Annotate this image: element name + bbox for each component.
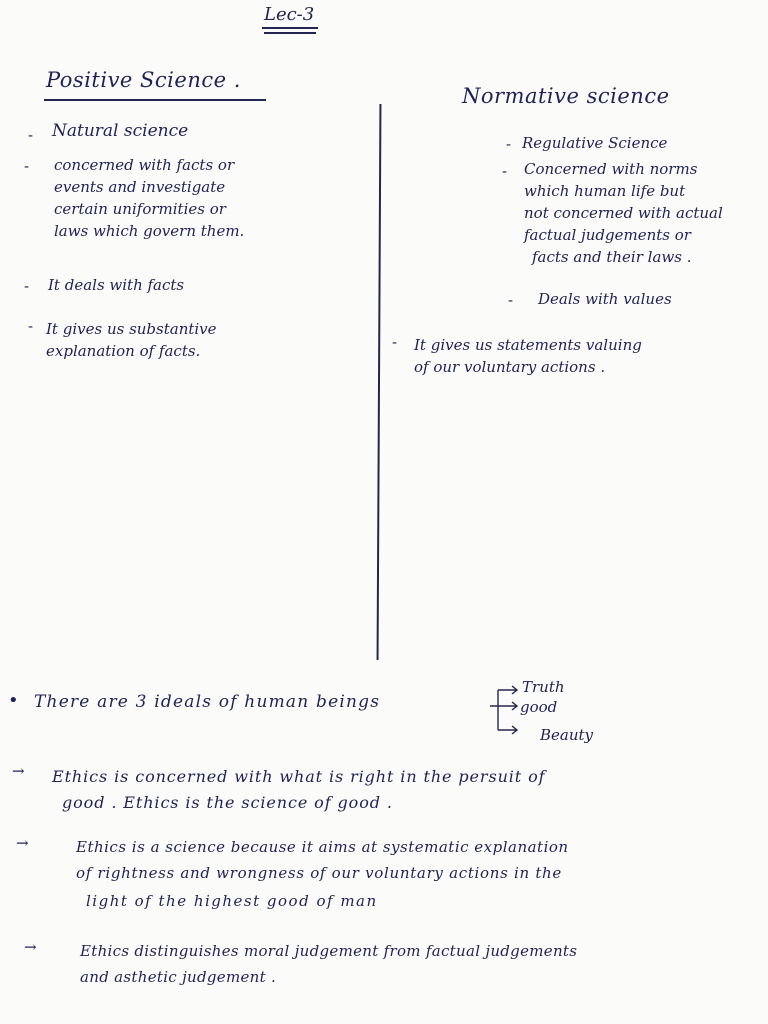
column-divider	[377, 104, 382, 660]
arrow-marker: →	[24, 938, 37, 956]
right-point	[522, 132, 667, 154]
ethics-note-line: of rightness and wrongness of our voluntary actions in the	[76, 864, 562, 882]
left-point	[54, 154, 244, 242]
dash: -	[24, 277, 30, 295]
positive-science-heading: Positive Science .	[46, 68, 241, 92]
ethics-note	[80, 938, 577, 990]
right-point-line: not concerned with actual	[524, 204, 723, 222]
left-point	[46, 318, 217, 362]
lecture-underline-2	[264, 32, 316, 34]
arrow-marker: →	[12, 762, 25, 780]
right-point	[524, 158, 723, 268]
ideal-beauty: Beauty	[540, 726, 594, 744]
lecture-underline-1	[262, 27, 318, 29]
dash: -	[508, 291, 514, 309]
positive-heading-underline	[44, 99, 266, 101]
left-point-line: It deals with facts	[48, 276, 185, 294]
right-point-line: Concerned with norms	[524, 160, 698, 178]
right-point	[538, 288, 672, 310]
normative-science-heading: Normative science	[462, 84, 670, 108]
ethics-note	[76, 834, 569, 916]
right-point-line: Regulative Science	[522, 134, 668, 152]
ethics-note-line: Ethics is a science because it aims at systematic explanation	[76, 838, 569, 856]
left-point-line: It gives us substantive	[46, 320, 217, 338]
dash: -	[502, 162, 508, 180]
right-point-line: which human life but	[524, 182, 686, 200]
ethics-note-line: light of the highest good of man	[86, 892, 378, 910]
left-point-line: events and investigate	[54, 178, 226, 196]
right-point-line: facts and their laws .	[532, 248, 692, 266]
ideal-good: good	[520, 698, 558, 716]
right-point-line: Deals with values	[538, 290, 672, 308]
ethics-note-line: Ethics distinguishes moral judgement from factual judgements	[80, 942, 578, 960]
right-point-line: It gives us statements valuing	[414, 336, 642, 354]
ethics-note	[52, 764, 545, 816]
arrow-marker: →	[16, 834, 29, 852]
ethics-note-line: good . Ethics is the science of good .	[62, 793, 393, 812]
left-point	[48, 274, 184, 296]
right-point-line: factual judgements or	[524, 226, 691, 244]
ideals-text: There are 3 ideals of human beings	[34, 692, 381, 712]
ideal-truth: Truth	[522, 678, 565, 696]
left-point	[52, 120, 188, 142]
ideals-brace-line	[490, 686, 517, 734]
left-point-line: certain uniformities or	[54, 200, 226, 218]
ethics-note-line: and asthetic judgement .	[80, 968, 277, 986]
dash: -	[24, 157, 30, 175]
ethics-note-line: Ethics is concerned with what is right in the persuit of	[52, 767, 546, 786]
dash: -	[28, 126, 34, 144]
ideals-bullet: •	[8, 690, 19, 711]
left-point-line: laws which govern them.	[54, 222, 245, 240]
dash: -	[506, 135, 512, 153]
dash: -	[392, 333, 398, 351]
left-point-line: concerned with facts or	[54, 156, 235, 174]
right-point-line: of our voluntary actions .	[414, 358, 606, 376]
dash: -	[28, 317, 34, 335]
right-point	[414, 334, 642, 378]
left-point-line: explanation of facts.	[46, 342, 201, 360]
left-point-line: Natural science	[52, 121, 189, 141]
lecture-title: Lec-3	[264, 4, 315, 25]
